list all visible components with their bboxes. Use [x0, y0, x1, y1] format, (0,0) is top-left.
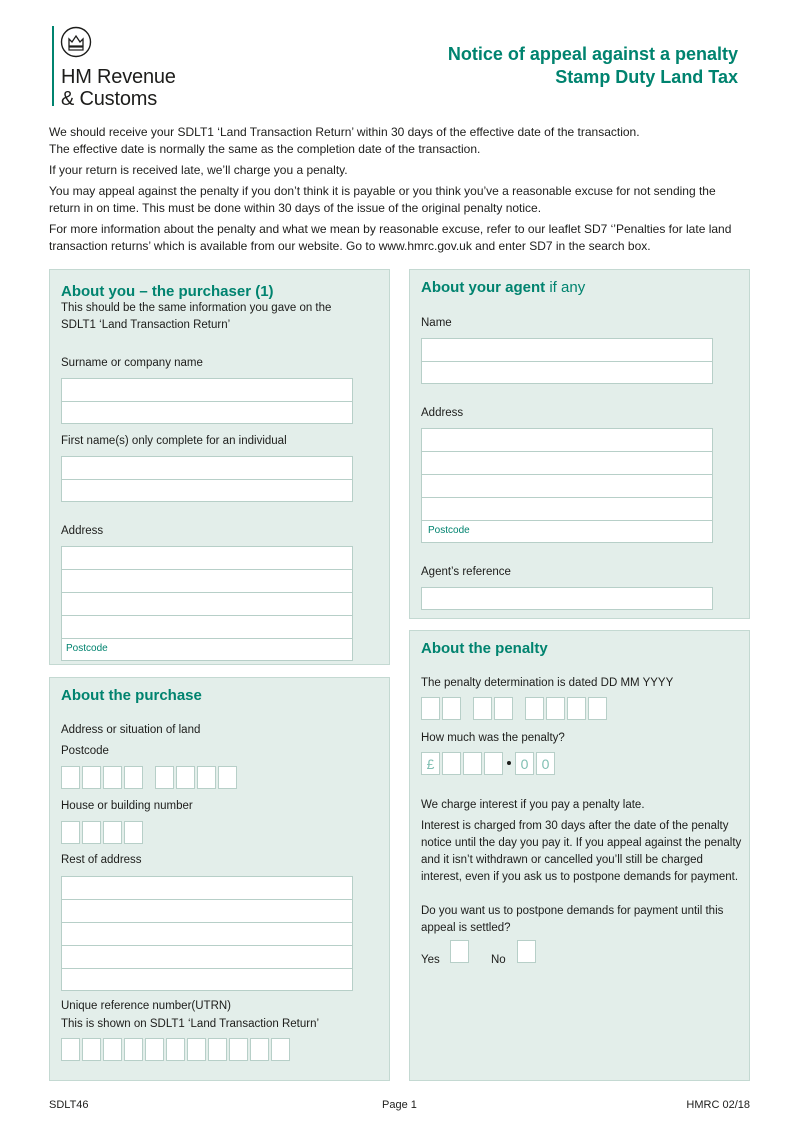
purchaser-subtitle: SDLT1 ‘Land Transaction Return’ — [61, 319, 231, 331]
field-divider — [62, 592, 352, 593]
yes-checkbox[interactable] — [450, 940, 469, 963]
intro-line: transaction returns’ which is available from our website. Go to www.hmrc.gov.uk and enter SD7 in the search box. — [49, 239, 651, 253]
purchase-title: About the purchase — [61, 687, 202, 704]
page-number: Page 1 — [382, 1099, 417, 1111]
form-version: HMRC 02/18 — [686, 1099, 750, 1111]
utrn-boxes[interactable] — [61, 1038, 293, 1063]
char-box[interactable] — [61, 1038, 80, 1061]
surname-label: Surname or company name — [61, 357, 203, 369]
day-box[interactable] — [442, 697, 461, 720]
agent-name-label: Name — [421, 317, 452, 329]
purchaser-address-label: Address — [61, 525, 104, 537]
char-box[interactable] — [124, 766, 143, 789]
postpone-question: Do you want us to postpone demands for payment until this — [421, 905, 724, 917]
agent-address-label: Address — [421, 407, 464, 419]
logo-divider — [52, 26, 54, 106]
form-code: SDLT46 — [49, 1099, 89, 1111]
agent-reference-field[interactable] — [421, 587, 713, 610]
year-box[interactable] — [567, 697, 586, 720]
field-divider — [422, 451, 712, 452]
agent-reference-label: Agent’s reference — [421, 566, 511, 578]
intro-line: For more information about the penalty and what we mean by reasonable excuse, refer to our leaflet SD7 ‘’Penalties for late land — [49, 222, 732, 236]
form-title: Notice of appeal against a penalty — [447, 44, 738, 64]
char-box[interactable] — [103, 766, 122, 789]
intro-line: return in on time. This must be done within 30 days of the issue of the original penalty notice. — [49, 201, 542, 215]
penalty-date-label: The penalty determination is dated DD MM YYYY — [421, 677, 674, 689]
field-divider — [422, 520, 712, 521]
year-box[interactable] — [588, 697, 607, 720]
org-name-line1: HM Revenue — [61, 66, 176, 88]
purchase-postcode-label: Postcode — [61, 745, 109, 757]
day-box[interactable] — [421, 697, 440, 720]
field-divider — [62, 968, 352, 969]
field-divider — [422, 474, 712, 475]
pound-box[interactable] — [463, 752, 482, 775]
purchase-postcode-boxes[interactable] — [61, 766, 241, 791]
field-divider — [62, 569, 352, 570]
penalty-amount-boxes[interactable] — [421, 752, 561, 777]
purchaser-postcode-label: Postcode — [66, 643, 108, 654]
penalty-date-boxes[interactable] — [421, 697, 611, 722]
agent-address-field[interactable] — [421, 428, 713, 543]
yes-label: Yes — [421, 954, 440, 966]
char-box[interactable] — [145, 1038, 164, 1061]
purchase-panel — [49, 677, 390, 1081]
char-box[interactable] — [187, 1038, 206, 1061]
char-box[interactable] — [218, 766, 237, 789]
month-box[interactable] — [473, 697, 492, 720]
char-box[interactable] — [271, 1038, 290, 1061]
royal-crest-icon — [60, 26, 92, 58]
intro-line: The effective date is normally the same as the completion date of the transaction. — [49, 142, 481, 156]
char-box[interactable] — [61, 766, 80, 789]
interest-heading: We charge interest if you pay a penalty late. — [421, 799, 645, 811]
currency-symbol: £ — [421, 752, 440, 775]
interest-text: notice until the day you pay it. If you appeal against the penalty — [421, 837, 742, 849]
char-box[interactable] — [155, 766, 174, 789]
char-box[interactable] — [208, 1038, 227, 1061]
no-checkbox[interactable] — [517, 940, 536, 963]
interest-text: Interest is charged from 30 days after the date of the penalty — [421, 820, 729, 832]
penalty-title: About the penalty — [421, 640, 548, 657]
interest-text: interest, even if you ask us to postpone demands for payment. — [421, 871, 739, 883]
field-divider — [62, 615, 352, 616]
agent-name-field[interactable] — [421, 338, 713, 384]
purchaser-address-field[interactable] — [61, 546, 353, 661]
rest-of-address-field[interactable] — [61, 876, 353, 991]
char-box[interactable] — [103, 821, 122, 844]
agent-title-text: About your agent — [421, 279, 546, 296]
field-divider — [62, 945, 352, 946]
form-subtitle: Stamp Duty Land Tax — [555, 67, 738, 87]
char-box[interactable] — [124, 821, 143, 844]
field-divider — [422, 361, 712, 362]
surname-field[interactable] — [61, 378, 353, 424]
postpone-question: appeal is settled? — [421, 922, 511, 934]
firstname-label: First name(s) only complete for an individual — [61, 435, 287, 447]
char-box[interactable] — [250, 1038, 269, 1061]
char-box[interactable] — [82, 821, 101, 844]
pence-box: 0 — [536, 752, 555, 775]
firstname-field[interactable] — [61, 456, 353, 502]
intro-line: We should receive your SDLT1 ‘Land Transaction Return’ within 30 days of the effective date of the transaction. — [49, 125, 640, 139]
utrn-hint: This is shown on SDLT1 ‘Land Transaction Return’ — [61, 1018, 320, 1030]
field-divider — [62, 479, 352, 480]
field-divider — [62, 899, 352, 900]
intro-text — [49, 124, 749, 255]
penalty-amount-label: How much was the penalty? — [421, 732, 565, 744]
intro-line: You may appeal against the penalty if you don’t think it is payable or you think you’ve a reasonable excuse for not sending the — [49, 184, 716, 198]
purchaser-title: About you – the purchaser (1) — [61, 283, 274, 300]
penalty-panel — [409, 630, 750, 1081]
pence-box: 0 — [515, 752, 534, 775]
interest-text: and it isn’t withdrawn or cancelled you’ll still be charged — [421, 854, 703, 866]
char-box[interactable] — [197, 766, 216, 789]
rest-of-address-label: Rest of address — [61, 854, 142, 866]
char-box[interactable] — [176, 766, 195, 789]
agent-title-suffix: if any — [545, 279, 586, 296]
intro-line: If your return is received late, we’ll charge you a penalty. — [49, 163, 348, 177]
pound-box[interactable] — [442, 752, 461, 775]
char-box[interactable] — [229, 1038, 248, 1061]
house-number-boxes[interactable] — [61, 821, 151, 846]
purchaser-panel — [49, 269, 390, 665]
decimal-point — [507, 761, 511, 765]
char-box[interactable] — [166, 1038, 185, 1061]
char-box[interactable] — [61, 821, 80, 844]
year-box[interactable] — [525, 697, 544, 720]
no-label: No — [491, 954, 506, 966]
land-address-label: Address or situation of land — [61, 724, 201, 736]
month-box[interactable] — [494, 697, 513, 720]
char-box[interactable] — [82, 766, 101, 789]
char-box[interactable] — [103, 1038, 122, 1061]
pound-box[interactable] — [484, 752, 503, 775]
year-box[interactable] — [546, 697, 565, 720]
org-name-line2: & Customs — [61, 88, 158, 110]
field-divider — [422, 497, 712, 498]
agent-title — [421, 279, 585, 296]
char-box[interactable] — [124, 1038, 143, 1061]
field-divider — [62, 922, 352, 923]
field-divider — [62, 401, 352, 402]
utrn-label: Unique reference number(UTRN) — [61, 1000, 232, 1012]
field-divider — [62, 638, 352, 639]
char-box[interactable] — [82, 1038, 101, 1061]
agent-postcode-label: Postcode — [428, 525, 470, 536]
agent-panel — [409, 269, 750, 619]
purchaser-subtitle: This should be the same information you gave on the — [61, 302, 332, 314]
house-number-label: House or building number — [61, 800, 193, 812]
